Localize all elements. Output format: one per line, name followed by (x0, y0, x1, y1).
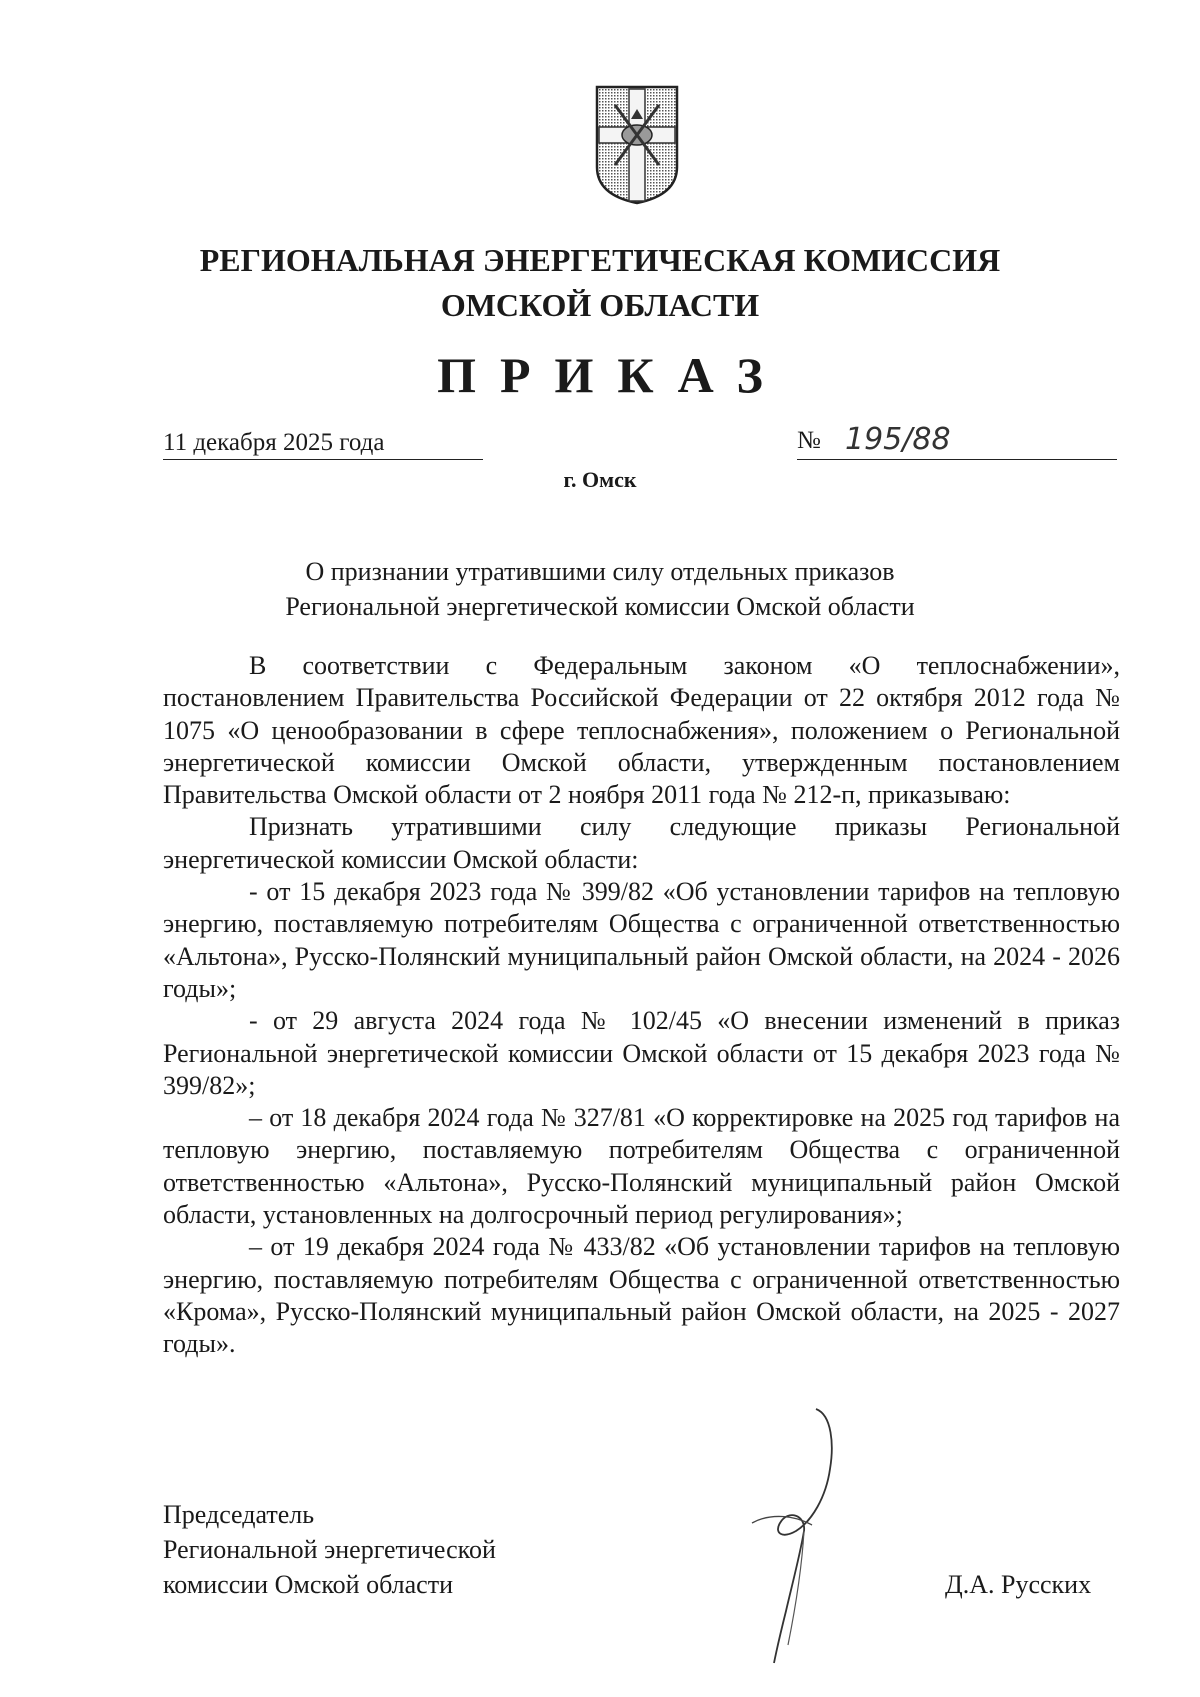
signatory-name: Д.А. Русских (945, 1570, 1092, 1599)
omsk-coat-of-arms-icon (593, 83, 681, 205)
signature (740, 1405, 860, 1670)
document-subject-line2: Региональной энергетической комиссии Омской области (285, 592, 915, 621)
document-subject (0, 554, 1200, 624)
document-number-label: № (797, 427, 821, 454)
body-paragraph-preamble: В соответствии с Федеральным законом «О теплоснабжении», постановлением Правительства Российской Федерации от 22 октября 2012 года № 1075 «О ценообразовании в сфере теплоснабжения», положением о Региональной энергетической комиссии Омской области, утвержденным постановлением Правительства Омской области от 2 ноября 2011 года № 212-п, приказываю: (163, 651, 1120, 810)
document-body (163, 650, 1120, 1361)
signatory-title-line: Председатель (163, 1500, 315, 1529)
body-paragraph-order: Признать утратившими силу следующие приказы Региональной энергетической комиссии Омской области: (163, 812, 1120, 874)
body-list-item: - от 29 августа 2024 года № 102/45 «О внесении изменений в приказ Региональной энергетической комиссии Омской области от 15 декабря 2023 года № 399/82»; (163, 1006, 1120, 1100)
signatory-title (163, 1497, 496, 1602)
organization-name-line1: РЕГИОНАЛЬНАЯ ЭНЕРГЕТИЧЕСКАЯ КОМИССИЯ (199, 242, 1001, 278)
signatory-title-line: Региональной энергетической (163, 1535, 496, 1564)
document-number-value: 195/88 (845, 422, 951, 457)
organization-name-line2: ОМСКОЙ ОБЛАСТИ (440, 287, 760, 323)
document-type: ПРИКАЗ (437, 347, 787, 403)
document-number-field (797, 423, 1117, 460)
city: г. Омск (563, 467, 637, 492)
body-list-item: - от 15 декабря 2023 года № 399/82 «Об установлении тарифов на тепловую энергию, поставляемую потребителям Общества с ограниченной ответственностью «Альтона», Русско-Полянский муниципальный район Омской области, на 2024 - 2026 годы»; (163, 877, 1120, 1003)
document-subject-line1: О признании утратившими силу отдельных приказов (305, 557, 895, 586)
body-list-item: – от 18 декабря 2024 года № 327/81 «О корректировке на 2025 год тарифов на тепловую энергию, поставляемую потребителям Общества с ограниченной ответственностью «Альтона», Русско-Полянский муниципальный район Омской области, установленных на долгосрочный период регулирования»; (163, 1103, 1120, 1230)
signatory-title-line: комиссии Омской области (163, 1570, 453, 1599)
organization-name (0, 238, 1200, 328)
handwritten-document-number (841, 415, 961, 459)
document-date: 11 декабря 2025 года (163, 427, 483, 460)
body-list-item: – от 19 декабря 2024 года № 433/82 «Об установлении тарифов на тепловую энергию, поставляемую потребителям Общества с ограниченной ответственностью «Крома», Русско-Полянский муниципальный район Омской области, на 2025 - 2027 годы». (163, 1232, 1120, 1359)
